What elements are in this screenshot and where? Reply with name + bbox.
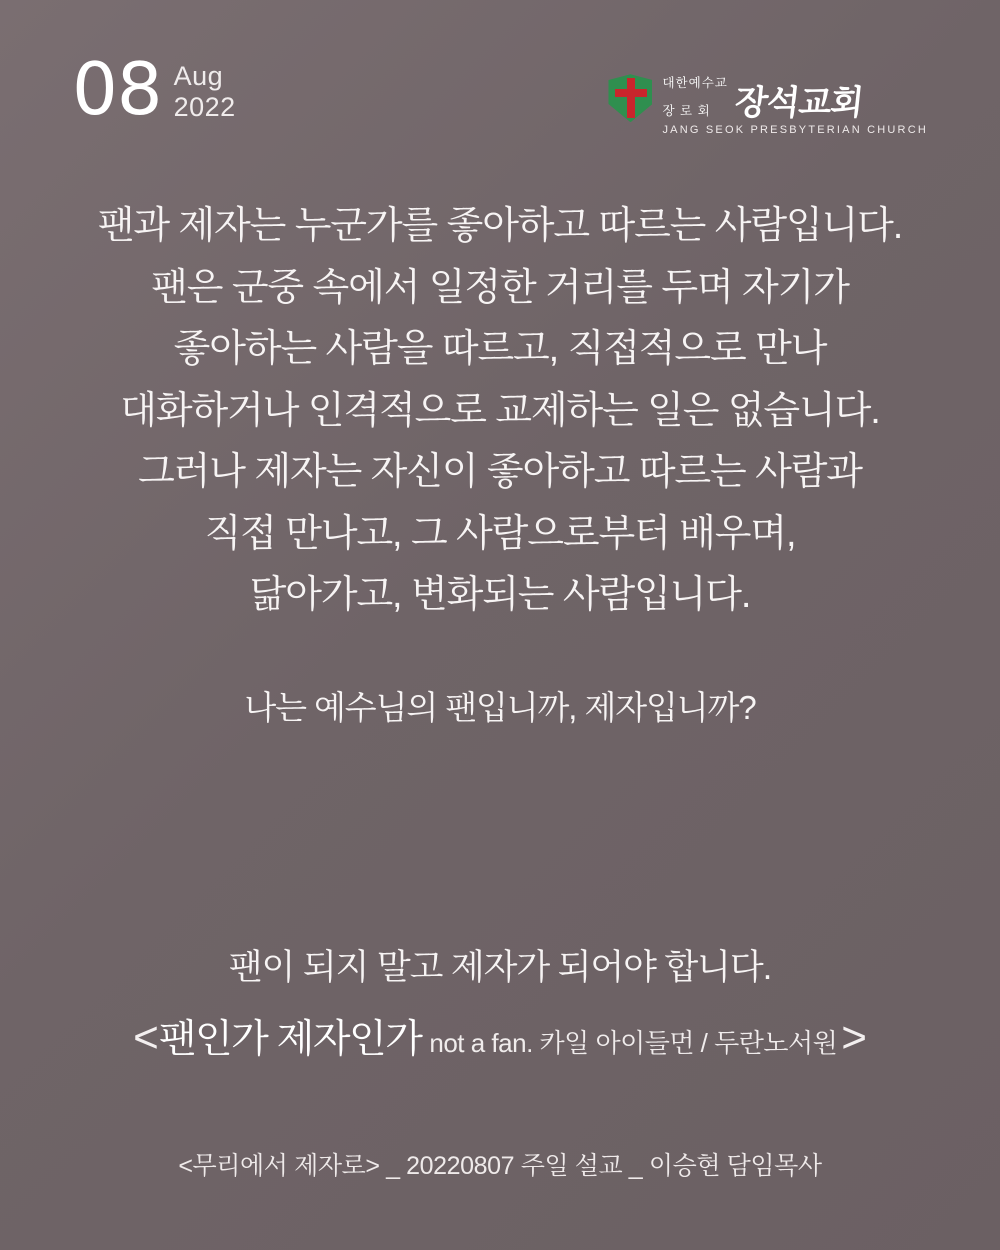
- quote-block: [0, 905, 1000, 1064]
- date-year: 2022: [173, 92, 236, 123]
- quote-source-line: [0, 1008, 1000, 1064]
- message-line: 그러나 제자는 자신이 좋아하고 따르는 사람과: [138, 451, 862, 494]
- cross-vertical: [627, 78, 635, 118]
- cross-shield-icon: [608, 74, 654, 124]
- quote-open-bracket: <: [133, 1013, 159, 1062]
- quote-exhortation: 팬이 되지 말고 제자가 되어야 합니다.: [228, 948, 772, 987]
- logo-english-name: JANG SEOK PRESBYTERIAN CHURCH: [662, 124, 928, 136]
- spacer: [0, 627, 1000, 681]
- logo-denomination-line2: 장 로 회: [662, 104, 711, 118]
- cross-horizontal: [615, 89, 647, 97]
- logo-text: [662, 62, 928, 137]
- date-month: Aug: [173, 61, 224, 91]
- message-line: 팬과 제자는 누군가를 좋아하고 따르는 사람입니다.: [97, 205, 903, 247]
- footer-credit: <무리에서 제자로> _ 20220807 주일 설교 _ 이승현 담임목사: [178, 1152, 822, 1180]
- message-question: 나는 예수님의 팬입니까, 제자입니까?: [244, 688, 756, 726]
- church-logo: [608, 62, 928, 137]
- date-month-year: [174, 55, 236, 123]
- message-line: 직접 만나고, 그 사람으로부터 배우며,: [204, 512, 796, 555]
- logo-name-row: [662, 62, 928, 122]
- message-body: [0, 196, 1000, 734]
- quote-close-bracket: >: [841, 1013, 867, 1062]
- logo-denomination-line1: 대한예수교: [662, 76, 728, 90]
- quote-book-subtitle: not a fan. 카일 아이들먼 / 두란노서원: [429, 1028, 838, 1058]
- message-line: 좋아하는 사람을 따르고, 직접적으로 만나: [173, 328, 827, 371]
- date-day: 08: [72, 47, 162, 131]
- logo-denomination: [662, 62, 727, 122]
- date-block: [72, 47, 236, 131]
- quote-book-title: 팬인가 제자인가: [158, 1018, 422, 1061]
- message-line: 팬은 군중 속에서 일정한 거리를 두며 자기가: [151, 266, 849, 309]
- message-line: 대화하거나 인격적으로 교제하는 일은 없습니다.: [120, 389, 880, 432]
- message-line: 닮아가고, 변화되는 사람입니다.: [249, 574, 751, 617]
- card-header: [0, 0, 1000, 175]
- logo-church-name: 장석교회: [732, 83, 865, 124]
